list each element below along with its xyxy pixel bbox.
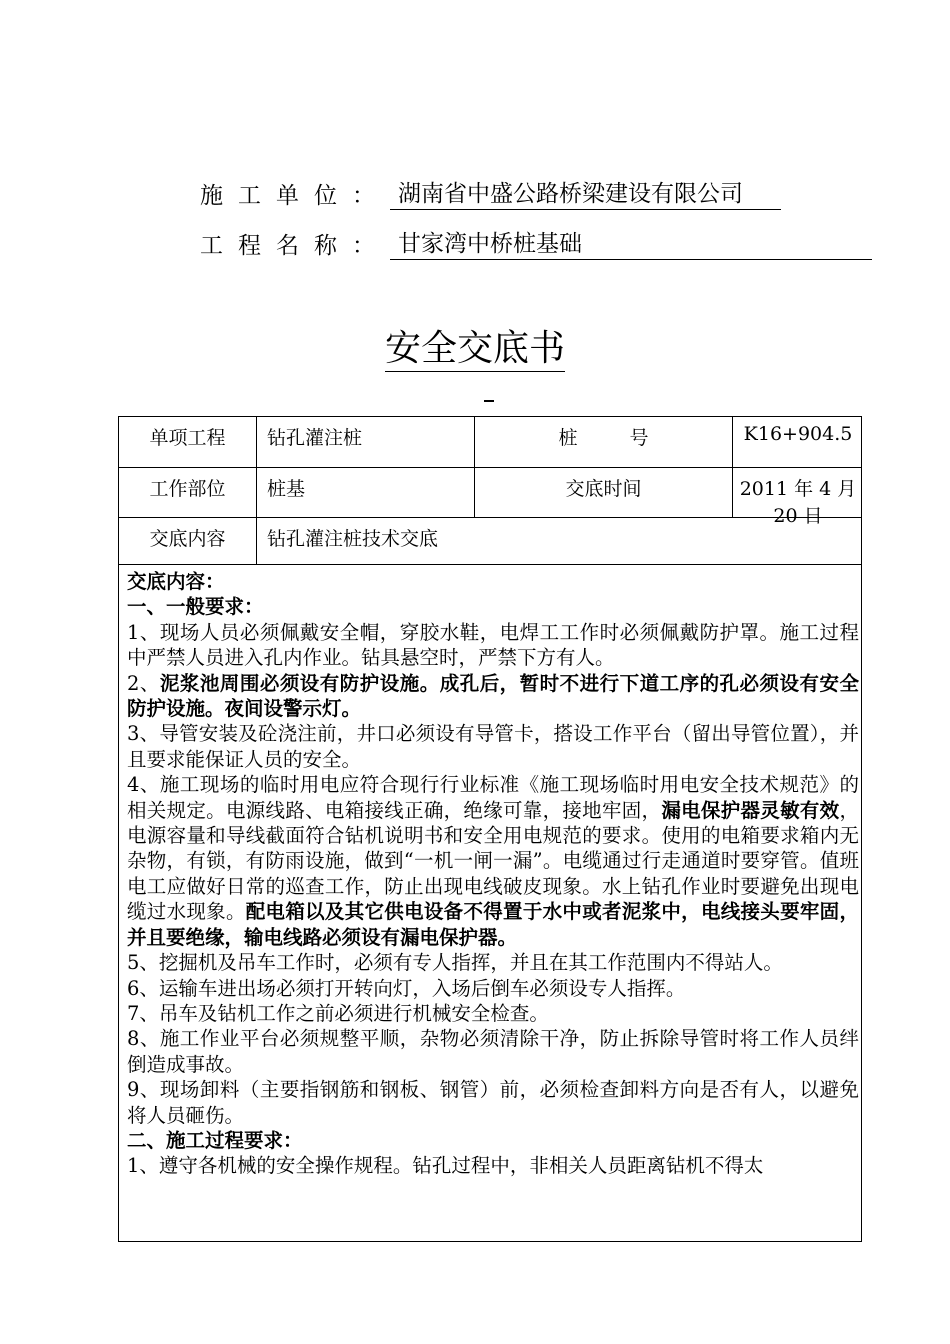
pile-number-value: K16+904.5 (743, 423, 853, 445)
paragraph-4-part-b: 漏电保护器灵敏有效 (661, 798, 840, 822)
briefing-body (127, 569, 859, 1179)
safety-briefing-table (118, 416, 862, 1242)
title-dash-mark (484, 400, 494, 402)
paragraph-2-bold: 泥浆池周围必须设有防护设施。成孔后，暂时不进行下道工序的孔必须设有安全防护设施。夜间设警示灯。 (127, 671, 859, 721)
table-row-item (119, 417, 861, 468)
paragraph-4-part-d: 配电箱以及其它供电设备不得置于水中或者泥浆中，电线接头要牢固，并且要绝缘，输电线路必须设有漏电保护器。 (127, 900, 859, 949)
pile-label-char-2: 号 (629, 427, 649, 449)
paragraph-3: 3、导管安装及砼浇注前，井口必须设有导管卡，搭设工作平台（留出导管位置），并且要求能保证人员的安全。 (127, 722, 859, 771)
construction-unit-value: 湖南省中盛公路桥梁建设有限公司 (390, 179, 781, 210)
construction-unit-line (200, 178, 781, 210)
project-name-line (200, 228, 872, 260)
paragraph-2-number: 2、 (127, 671, 160, 695)
paragraph-9: 9、现场卸料（主要指钢筋和钢板、钢管）前，必须检查卸料方向是否有人，以避免将人员砸伤。 (127, 1078, 859, 1127)
body-heading: 交底内容： (127, 570, 225, 593)
table-row-location (119, 468, 861, 527)
paragraph-6: 6、运输车进出场必须打开转向灯，入场后倒车必须设专人指挥。 (127, 976, 686, 1000)
paragraph-4-part-c: ，电源容量和导线截面符合钻机说明书和安全用电规范的要求。使用的电箱要求箱内无杂物，有锁，有防雨设施，做到“一机一闸一漏”。电缆通过行走通道时要穿管。值班电工应做好日常的巡查工作，防止出现电线破皮现象。水上钻孔作业时要避免出现电缆过水现象。 (127, 798, 859, 924)
table-row-content (119, 518, 861, 565)
work-part-value: 桩基 (257, 468, 475, 517)
content-value: 钻孔灌注桩技术交底 (267, 528, 439, 550)
paragraph-1: 1、现场人员必须佩戴安全帽，穿胶水鞋，电焊工工作时必须佩戴防护罩。施工过程中严禁人员进入孔内作业。钻具悬空时，严禁下方有人。 (127, 620, 859, 670)
pile-label-char-1: 桩 (558, 427, 578, 449)
paragraph-4-part-a: 4、施工现场的临时用电应符合现行行业标准《施工现场临时用电安全技术规范》的相关规定。电源线路、电箱接线正确，绝缘可靠，接地牢固， (127, 773, 859, 822)
paragraph-8: 8、施工作业平台必须规整平顺，杂物必须清除干净，防止拆除导管时将工作人员绊倒造成事故。 (127, 1027, 859, 1076)
paragraph-7: 7、吊车及钻机工作之前必须进行机械安全检查。 (127, 1001, 549, 1025)
paragraph-2 (127, 671, 859, 722)
project-name-value: 甘家湾中桥桩基础 (390, 229, 872, 260)
briefing-time-value: 2011 年 4 月 20 日 (739, 478, 857, 527)
section-1-title: 一、一般要求： (127, 595, 264, 619)
work-part-label: 工作部位 (119, 468, 257, 517)
briefing-time-label: 交底时间 (475, 468, 733, 517)
document-title (0, 320, 950, 371)
paragraph-5: 5、挖掘机及吊车工作时，必须有专人指挥，并且在其工作范围内不得站人。 (127, 951, 783, 975)
section-2-paragraph-1: 1、遵守各机械的安全操作规程。钻孔过程中，非相关人员距离钻机不得太 (127, 1154, 764, 1178)
project-name-label: 工程名称： (200, 233, 390, 259)
section-2-title: 二、施工过程要求： (127, 1128, 303, 1152)
item-label: 单项工程 (119, 417, 257, 467)
paragraph-4 (127, 772, 859, 950)
pile-number-label (475, 417, 733, 467)
item-value: 钻孔灌注桩 (257, 417, 475, 467)
construction-unit-label: 施工单位： (200, 183, 390, 209)
content-label: 交底内容 (119, 518, 257, 564)
document-title-text: 安全交底书 (385, 328, 565, 372)
